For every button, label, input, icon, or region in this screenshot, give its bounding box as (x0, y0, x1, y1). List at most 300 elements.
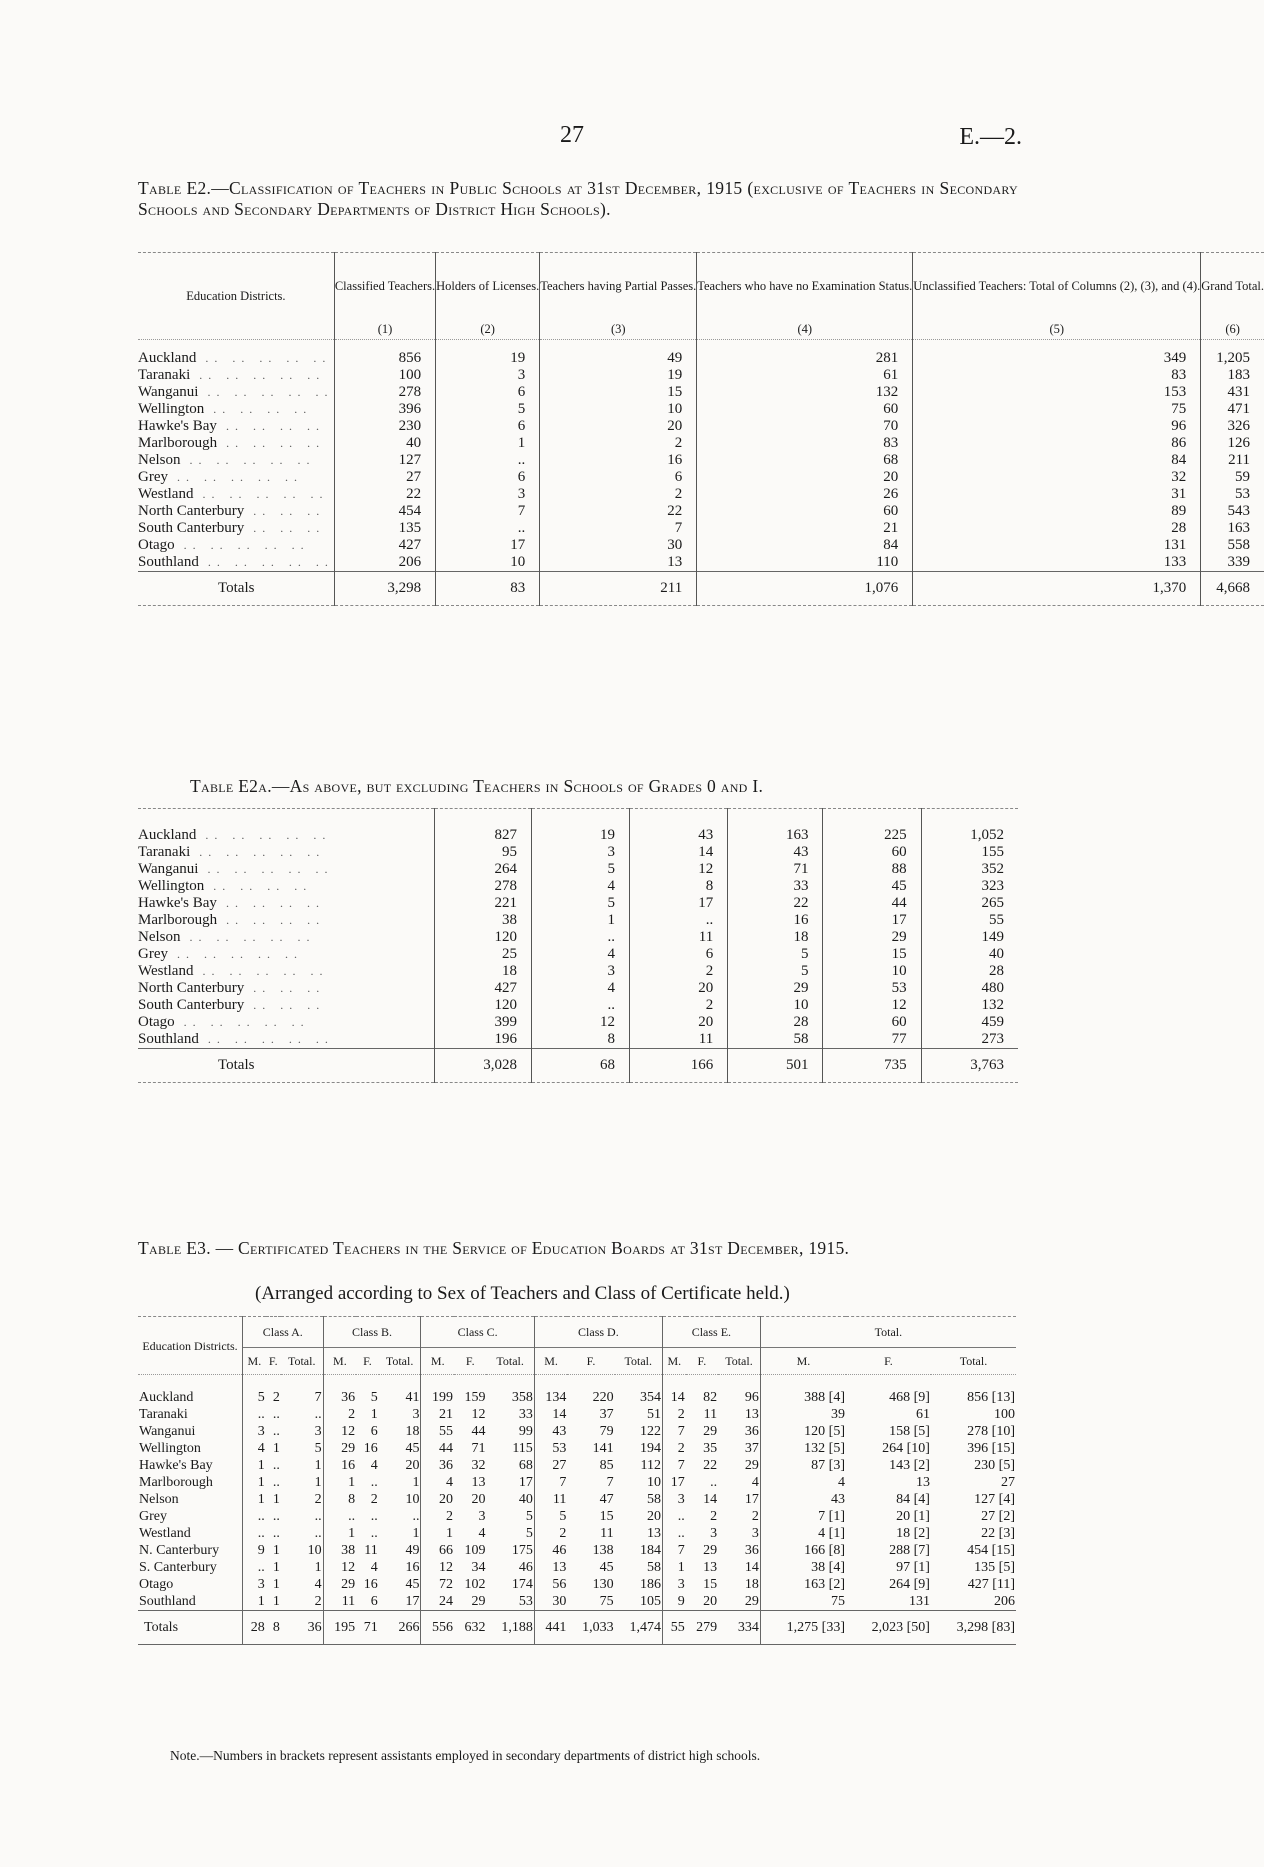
value-cell: 18 [2] (896, 1526, 930, 1541)
value-cell: 133 (913, 554, 1201, 572)
value-cell: 2 (314, 1492, 322, 1507)
spacer (379, 1375, 421, 1390)
district-name: South Canterbury (138, 997, 245, 1013)
sub-header: F. (268, 1354, 278, 1368)
value-cell: 2 (540, 435, 697, 452)
value-cell: 264 [9] (889, 1577, 930, 1592)
table-row (138, 878, 1018, 895)
value-cell: 158 [5] (889, 1424, 930, 1439)
value-cell: 53 (534, 1440, 567, 1457)
district-cell (138, 912, 434, 929)
table-row (138, 963, 1018, 980)
total-cell: 8 (272, 1620, 280, 1635)
district-name: Wellington (138, 878, 205, 894)
value-cell: 155 (921, 844, 1018, 861)
spacer (540, 340, 697, 351)
value-cell: 2 (370, 1492, 378, 1507)
totals-label: Totals (218, 580, 255, 596)
value-cell: 45 (823, 878, 921, 895)
value-cell: .. (436, 520, 540, 537)
value-cell: 14 (662, 1389, 685, 1406)
value-cell: 471 (1201, 401, 1264, 418)
value-cell: 143 [2] (889, 1458, 930, 1473)
district-name: Taranaki (138, 367, 191, 383)
value-cell: 26 (697, 486, 913, 503)
value-cell: 11 (703, 1407, 718, 1422)
value-cell: 46 (518, 1560, 533, 1575)
district-name: Wanganui (138, 861, 199, 877)
sub-header: M. (662, 1348, 685, 1375)
value-cell: 27 (534, 1457, 567, 1474)
value-cell: 827 (434, 827, 531, 844)
value-cell: 31 (913, 486, 1201, 503)
col-num: (6) (1201, 319, 1264, 340)
value-cell: 43 (760, 1491, 846, 1508)
value-cell: .. (323, 1508, 356, 1525)
value-cell: 13 (534, 1559, 567, 1576)
spacer (615, 1375, 663, 1390)
value-cell: 13 (915, 1475, 930, 1490)
value-cell: 1 (272, 1441, 280, 1456)
value-cell: 83 (913, 367, 1201, 384)
value-cell: 38 [4] (760, 1559, 846, 1576)
value-cell: 89 (913, 503, 1201, 520)
district-name: Southland (138, 554, 199, 570)
value-cell: 7 (662, 1542, 685, 1559)
value-cell: 66 (421, 1542, 454, 1559)
district-name: Westland (138, 486, 194, 502)
value-cell: .. (272, 1458, 280, 1473)
value-cell: 278 (334, 384, 435, 401)
sub-header: F. (884, 1354, 893, 1368)
value-cell: 278 (434, 878, 531, 895)
value-cell: 131 (908, 1594, 930, 1609)
district-cell (138, 844, 434, 861)
district-name: North Canterbury (138, 503, 245, 519)
table-row (138, 929, 1018, 946)
leader-dots: .. .. .. (244, 521, 326, 535)
value-cell: 19 (531, 827, 629, 844)
table-row (138, 1491, 1016, 1508)
total-cell: 3,298 [83] (956, 1620, 1015, 1635)
value-cell: 16 (405, 1560, 420, 1575)
value-cell: 20 (703, 1594, 718, 1609)
value-cell: 20 (405, 1458, 420, 1473)
value-cell: 856 (334, 350, 435, 367)
value-cell: 2 (751, 1509, 759, 1524)
value-cell: 95 (434, 844, 531, 861)
value-cell: 8 (323, 1491, 356, 1508)
table-e2 (138, 252, 1264, 606)
sub-header: F. (363, 1354, 372, 1368)
district-name: South Canterbury (138, 520, 245, 536)
value-cell: 339 (1201, 554, 1264, 572)
value-cell: 53 (1201, 486, 1264, 503)
value-cell: 58 (646, 1492, 661, 1507)
district-name: Auckland (138, 827, 197, 843)
class-header-a: Class A. (243, 1317, 324, 1348)
value-cell: 13 (744, 1407, 759, 1422)
district-cell (138, 469, 334, 486)
value-cell: 230 (334, 418, 435, 435)
value-cell: 36 (744, 1543, 759, 1558)
spacer (931, 1375, 1016, 1390)
value-cell: 6 (436, 469, 540, 486)
value-cell: 4 (370, 1458, 378, 1473)
spacer-row (138, 817, 1018, 827)
value-cell: 40 (334, 435, 435, 452)
total-cell: 83 (436, 572, 540, 606)
value-cell: .. (243, 1525, 266, 1542)
value-cell: 19 (540, 367, 697, 384)
value-cell: 183 (1201, 367, 1264, 384)
value-cell: 1 (412, 1475, 420, 1490)
value-cell: 22 (703, 1458, 718, 1473)
leader-dots: .. .. .. .. .. (193, 487, 329, 501)
spacer (728, 817, 823, 827)
table-row (138, 861, 1018, 878)
value-cell: 5 (525, 1509, 533, 1524)
value-cell: 20 (471, 1492, 486, 1507)
value-cell: .. (272, 1424, 280, 1439)
value-cell: 7 (662, 1423, 685, 1440)
district-cell (138, 1031, 434, 1049)
value-cell: 1 (272, 1577, 280, 1592)
totals-label: Totals (218, 1057, 255, 1073)
value-cell: 49 (405, 1543, 420, 1558)
value-cell: 12 (323, 1559, 356, 1576)
value-cell: 163 [2] (760, 1576, 846, 1593)
value-cell: 29 (323, 1440, 356, 1457)
value-cell: 83 (697, 435, 913, 452)
value-cell: 196 (434, 1031, 531, 1049)
value-cell: 454 (334, 503, 435, 520)
spacer (266, 1375, 281, 1390)
value-cell: .. (243, 1406, 266, 1423)
district-cell (138, 1542, 243, 1559)
district-cell (138, 367, 334, 384)
table-row (138, 1423, 1016, 1440)
total-cell: 36 (307, 1620, 322, 1635)
value-cell: 40 (921, 946, 1018, 963)
leader-dots: .. .. .. .. (216, 896, 325, 910)
leader-dots: .. .. .. .. (204, 879, 313, 893)
value-cell: 55 (921, 912, 1018, 929)
district-cell (138, 554, 334, 572)
value-cell: 14 (703, 1492, 718, 1507)
value-cell: 396 [15] (967, 1441, 1015, 1456)
value-cell: 480 (921, 980, 1018, 997)
value-cell: 3 (478, 1509, 486, 1524)
value-cell: 3 (436, 486, 540, 503)
value-cell: 30 (540, 537, 697, 554)
table-row (138, 980, 1018, 997)
total-cell: 3,028 (434, 1049, 531, 1083)
value-cell: 30 (534, 1593, 567, 1611)
value-cell: 110 (697, 554, 913, 572)
spacer (567, 1375, 614, 1390)
value-cell: 323 (921, 878, 1018, 895)
table-row (138, 912, 1018, 929)
value-cell: 184 (639, 1543, 661, 1558)
value-cell: 13 (471, 1475, 486, 1490)
district-cell (138, 1440, 243, 1457)
district-name: Marlborough (138, 435, 218, 451)
value-cell: 45 (405, 1577, 420, 1592)
district-cell (138, 418, 334, 435)
table-e2a-title: Table E2a.—As above, but excluding Teachers in Schools of Grades 0 and I. (190, 776, 764, 796)
district-name: Nelson (138, 929, 181, 945)
value-cell: 211 (1201, 452, 1264, 469)
value-cell: 18 (728, 929, 823, 946)
value-cell: 7 (534, 1474, 567, 1491)
spacer-row (138, 1375, 1016, 1390)
value-cell: 3 (412, 1407, 420, 1422)
district-name: North Canterbury (138, 980, 245, 996)
value-cell: 45 (599, 1560, 614, 1575)
value-cell: 38 (323, 1542, 356, 1559)
spacer (421, 1375, 454, 1390)
value-cell: 61 (915, 1407, 930, 1422)
value-cell: 6 (540, 469, 697, 486)
table-row (138, 1559, 1016, 1576)
district-name: Auckland (138, 350, 197, 366)
value-cell: 61 (697, 367, 913, 384)
district-name: Nelson (138, 452, 181, 468)
value-cell: 112 (640, 1458, 661, 1473)
value-cell: 86 (913, 435, 1201, 452)
value-cell: 220 (592, 1390, 614, 1405)
value-cell: 558 (1201, 537, 1264, 554)
district-cell (138, 520, 334, 537)
value-cell: 4 [1] (760, 1525, 846, 1542)
value-cell: 24 (421, 1593, 454, 1611)
total-cell: 4,668 (1201, 572, 1264, 606)
value-cell: 22 [3] (981, 1526, 1015, 1541)
col-num: (3) (540, 319, 697, 340)
value-cell: .. (436, 452, 540, 469)
total-cell: 68 (531, 1049, 629, 1083)
value-cell: 20 (646, 1509, 661, 1524)
value-cell: 4 (314, 1577, 322, 1592)
table-row (138, 350, 1264, 367)
value-cell: 3 (751, 1526, 759, 1541)
value-cell: 7 (314, 1390, 322, 1405)
table-e3-subtitle: (Arranged according to Sex of Teachers and Class of Certificate held.) (255, 1283, 790, 1304)
col-header-classified: Classified Teachers. (334, 253, 435, 320)
value-cell: 352 (921, 861, 1018, 878)
class-header-d: Class D. (534, 1317, 662, 1348)
value-cell: 194 (639, 1441, 661, 1456)
value-cell: 60 (697, 503, 913, 520)
value-cell: 459 (921, 1014, 1018, 1031)
value-cell: 6 (370, 1594, 378, 1609)
value-cell: 265 (921, 895, 1018, 912)
value-cell: 88 (823, 861, 921, 878)
class-header-c: Class C. (421, 1317, 534, 1348)
table-row (138, 1576, 1016, 1593)
value-cell: .. (370, 1526, 378, 1541)
value-cell: 82 (703, 1390, 718, 1405)
total-cell: 501 (728, 1049, 823, 1083)
value-cell: 56 (534, 1576, 567, 1593)
value-cell: 3 (243, 1423, 266, 1440)
leader-dots: .. .. .. .. .. (198, 1032, 334, 1046)
sub-header: Total. (385, 1354, 414, 1368)
value-cell: 71 (471, 1441, 486, 1456)
value-cell: 43 (728, 844, 823, 861)
value-cell: .. (662, 1508, 685, 1525)
value-cell: 5 (531, 895, 629, 912)
leader-dots: .. .. .. .. .. (180, 453, 316, 467)
col-num: (4) (697, 319, 913, 340)
leader-dots: .. .. .. .. .. (198, 555, 334, 569)
spacer (913, 340, 1201, 351)
total-cell: 1,474 (629, 1620, 661, 1635)
value-cell: 20 (540, 418, 697, 435)
value-cell: 17 (823, 912, 921, 929)
totals-row (138, 1049, 1018, 1083)
spacer (436, 340, 540, 351)
value-cell: 1 (323, 1474, 356, 1491)
table-row (138, 418, 1264, 435)
value-cell: 3 (436, 367, 540, 384)
value-cell: 856 [13] (967, 1390, 1015, 1405)
value-cell: 2 (272, 1390, 280, 1405)
district-cell (138, 384, 334, 401)
value-cell: 32 (913, 469, 1201, 486)
value-cell: 46 (534, 1542, 567, 1559)
page-number: 27 (560, 122, 584, 148)
district-cell (138, 401, 334, 418)
value-cell: 29 (823, 929, 921, 946)
table-row (138, 1525, 1016, 1542)
district-name: Hawke's Bay (138, 895, 217, 911)
value-cell: 19 (436, 350, 540, 367)
spacer (281, 1375, 323, 1390)
value-cell: 1 (662, 1559, 685, 1576)
value-cell: 288 [7] (889, 1543, 930, 1558)
col-header-unclassified: Unclassified Teachers: Total of Columns (2), (3), and (4). (913, 253, 1201, 320)
value-cell: 27 [2] (981, 1509, 1015, 1524)
value-cell: 4 (531, 946, 629, 963)
district-name: Hawke's Bay (139, 1458, 213, 1473)
sub-header: F. (586, 1354, 596, 1368)
value-cell: 2 (710, 1509, 718, 1524)
value-cell: 5 (436, 401, 540, 418)
value-cell: 5 (243, 1389, 266, 1406)
spacer (138, 817, 434, 827)
value-cell: 5 (370, 1390, 378, 1405)
value-cell: 7 [1] (760, 1508, 846, 1525)
value-cell: 163 (728, 827, 823, 844)
district-name: Grey (138, 946, 168, 962)
table-row (138, 1508, 1016, 1525)
value-cell: 32 (471, 1458, 486, 1473)
value-cell: 11 (364, 1543, 378, 1558)
value-cell: 175 (511, 1543, 533, 1558)
value-cell: 38 (434, 912, 531, 929)
value-cell: 264 [10] (882, 1441, 930, 1456)
value-cell: 1 (370, 1407, 378, 1422)
value-cell: 11 (630, 1031, 728, 1049)
sub-header: Total. (496, 1354, 524, 1368)
value-cell: .. (314, 1509, 322, 1524)
leader-dots: .. .. .. .. .. (168, 947, 303, 961)
district-cell (138, 1423, 243, 1440)
value-cell: .. (412, 1509, 420, 1524)
table-row (138, 1474, 1016, 1491)
value-cell: .. (531, 997, 629, 1014)
value-cell: 1 (323, 1525, 356, 1542)
value-cell: 100 (334, 367, 435, 384)
spacer (356, 1375, 379, 1390)
district-cell (138, 486, 334, 503)
district-name: Hawke's Bay (138, 418, 217, 434)
total-cell: 556 (421, 1611, 454, 1645)
total-cell: 2,023 [50] (871, 1620, 930, 1635)
value-cell: 37 (744, 1441, 759, 1456)
col-num: (1) (334, 319, 435, 340)
spacer (846, 1375, 931, 1390)
total-cell: 211 (540, 572, 697, 606)
value-cell: 199 (421, 1389, 454, 1406)
value-cell: .. (370, 1509, 378, 1524)
value-cell: 17 (744, 1492, 759, 1507)
value-cell: 43 (534, 1423, 567, 1440)
value-cell: 14 (744, 1560, 759, 1575)
value-cell: 14 (630, 844, 728, 861)
value-cell: .. (243, 1559, 266, 1576)
value-cell: 55 (421, 1423, 454, 1440)
value-cell: 543 (1201, 503, 1264, 520)
value-cell: .. (531, 929, 629, 946)
total-cell: 441 (534, 1611, 567, 1645)
district-cell (138, 861, 434, 878)
value-cell: 431 (1201, 384, 1264, 401)
district-cell (138, 350, 334, 367)
value-cell: 8 (531, 1031, 629, 1049)
spacer (921, 817, 1018, 827)
total-cell: 1,076 (697, 572, 913, 606)
district-name: Wellington (139, 1441, 201, 1456)
value-cell: 77 (823, 1031, 921, 1049)
value-cell: 79 (599, 1424, 614, 1439)
total-cell: 1,370 (913, 572, 1201, 606)
value-cell: 120 (434, 929, 531, 946)
value-cell: 29 (471, 1594, 486, 1609)
spacer (697, 340, 913, 351)
value-cell: 1 (272, 1492, 280, 1507)
district-name: Otago (139, 1577, 174, 1592)
value-cell: 29 (744, 1594, 759, 1609)
value-cell: 72 (421, 1576, 454, 1593)
value-cell: 206 (334, 554, 435, 572)
value-cell: 15 (703, 1577, 718, 1592)
table-row (138, 1406, 1016, 1423)
district-name: Southland (138, 1031, 199, 1047)
value-cell: 68 (697, 452, 913, 469)
district-cell (138, 1576, 243, 1593)
value-cell: 2 (662, 1440, 685, 1457)
value-cell: 1 (314, 1560, 322, 1575)
value-cell: 396 (334, 401, 435, 418)
value-cell: 37 (599, 1407, 614, 1422)
value-cell: 427 (434, 980, 531, 997)
value-cell: 12 (531, 1014, 629, 1031)
col-num: (2) (436, 319, 540, 340)
district-cell (138, 1457, 243, 1474)
